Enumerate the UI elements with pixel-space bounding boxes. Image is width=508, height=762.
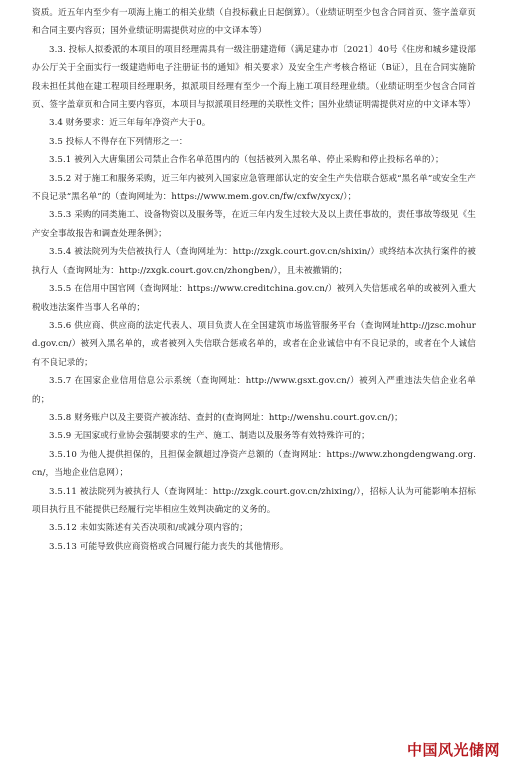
paragraph-3-5-10: 3.5.10 为他人提供担保的，且担保金额超过净资产总额的（查询网址：https://www.zhongdengwang.org.cn/，当地企业信息网）； (32, 449, 476, 479)
paragraph-3-4-financial: 3.4 财务要求：近三年每年净资产大于0。 (49, 118, 211, 129)
site-watermark: 中国风光储网 (406, 741, 500, 759)
paragraph-3-5-exclusions: 3.5 投标人不得存在下列情形之一： (49, 136, 188, 147)
document-body (32, 4, 476, 556)
paragraph-3-5-12: 3.5.12 未如实陈述有关否决项和/或减分项内容的； (49, 523, 248, 534)
paragraph-qualification-continued: 资质。近五年内至少有一项海上施工的相关业绩（自投标截止日起倒算）。（业绩证明至少包含合同首页、签字盖章页和合同主要内容页；国外业绩证明需提供对应的中文译本等） (32, 8, 476, 37)
paragraph-3-5-3: 3.5.3 采购的同类施工、设备物资以及服务等，在近三年内发生过较大及以上责任事故的，责任事故等级见《生产安全事故报告和调查处理条例》； (32, 210, 476, 239)
paragraph-3-5-11: 3.5.11 被法院列为被执行人（查询网址：http://zxgk.court.gov.cn/zhixing/），招标人认为可能影响本招标项目执行且不能提供已经履行完毕相应生效判决确定的义务的。 (32, 486, 476, 515)
paragraph-3-5-1: 3.5.1 被列入大唐集团公司禁止合作名单范围内的（包括被列入黑名单、停止采购和停止投标名单的）； (49, 155, 444, 166)
paragraph-3-5-13: 3.5.13 可能导致供应商资格或合同履行能力丧失的其他情形。 (49, 541, 289, 552)
paragraph-3-3-project-manager: 3.3. 投标人拟委派的本项目的项目经理需具有一级注册建造师（满足建办市〔2021〕40号《住房和城乡建设部办公厅关于全面实行一级建造师电子注册证书的通知》相关要求）及安全生产考核合格证（B证），且在合同实施阶段未担任其他在建工程项目经理职务，拟派项目经理有至少一个海上施工项目经理业绩。（业绩证明至少包含合同首页、签字盖章页和合同主要内容页，本项目与拟派项目经理的关联性文件；国外业绩证明需提供对应的中文译本等） (32, 44, 476, 111)
paragraph-3-5-4: 3.5.4 被法院列为失信被执行人（查询网址为：http://zxgk.court.gov.cn/shixin/）或终结本次执行案件的被执行人（查询网址为：http://zxgk.court.gov.cn/zhongben/），且未被撤销的； (32, 247, 476, 276)
paragraph-3-5-5: 3.5.5 在信用中国官网（查询网址：https://www.creditchina.gov.cn/）被列入失信惩戒名单的或被列入重大税收违法案件当事人名单的； (32, 284, 476, 313)
paragraph-3-5-9: 3.5.9 无国家或行业协会强制要求的生产、施工、制造以及服务等有效特殊许可的； (49, 431, 370, 442)
paragraph-3-5-6: 3.5.6 供应商、供应商的法定代表人、项目负责人在全国建筑市场监管服务平台（查询网址http://jzsc.mohurd.gov.cn/）被列入黑名单的，或者被列入失信联合惩戒名单的，或者在企业诚信中有不良记录的，或者在个人诚信有不良记录的； (32, 320, 476, 368)
paragraph-3-5-2: 3.5.2 对于施工和服务采购，近三年内被列入国家应急管理部认定的安全生产失信联合惩戒“黑名单”或安全生产不良记录“黑名单”的（查询网址为：https://www.mem.gov.cn/fw/cxfw/xycx/）； (32, 173, 476, 203)
paragraph-3-5-7: 3.5.7 在国家企业信用信息公示系统（查询网址：http://www.gsxt.gov.cn/）被列入严重违法失信企业名单的； (32, 376, 476, 405)
paragraph-3-5-8: 3.5.8 财务账户以及主要资产被冻结、查封的(查询网址：http://wenshu.court.gov.cn/)； (49, 412, 403, 423)
